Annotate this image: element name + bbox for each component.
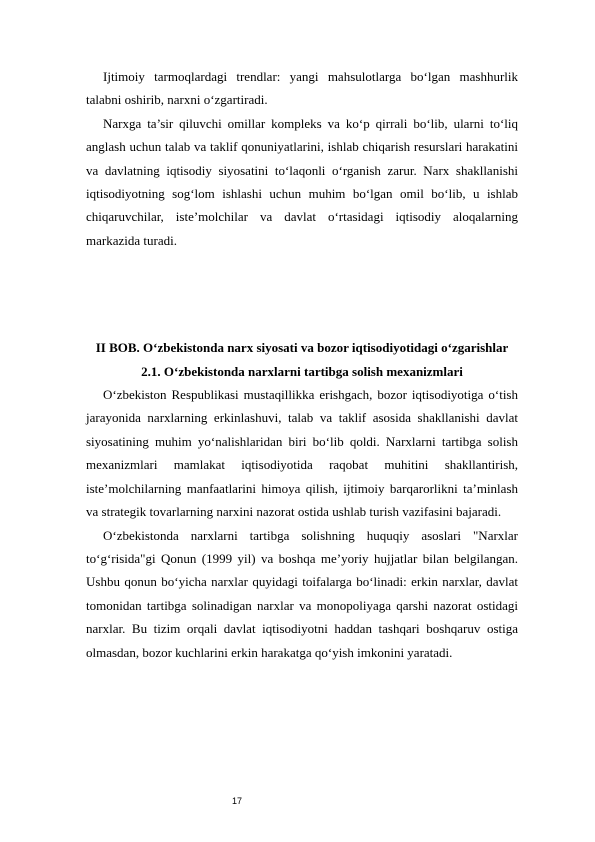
section-title: 2.1. O‘zbekistonda narxlarni tartibga solish mexanizmlari <box>141 363 463 379</box>
chapter-title: II BOB. O‘zbekistonda narx siyosati va bozor iqtisodiyotidagi o‘zgarishlar <box>95 340 509 356</box>
paragraph-legal-basis: O‘zbekistonda narxlarni tartibga solishning huquqiy asoslari "Narxlar to‘g‘risida"gi Qonun (1999 yil) va boshqa me’yoriy hujjatlar bilan belgilangan. Ushbu qonun bo‘yicha narxlar quyidagi toifalarga bo‘linadi: erkin narxlar, davlat tomonidan tartibga solinadigan narxlar va monopoliyaga qarshi nazorat ostidagi narxlar. Bu tizim orqali davlat iqtisodiyotni haddan tashqari boshqaruv ostiga olmasdan, bozor kuchlarini erkin harakatga qo‘yish imkonini yaratadi. <box>86 527 518 660</box>
page-number: 17 <box>232 796 243 806</box>
paragraph-price-factors: Narxga ta’sir qiluvchi omillar kompleks va ko‘p qirrali bo‘lib, ularni to‘liq anglash uchun talab va taklif qonuniyatlarini, ishlab chiqarish resurslari harakatini va davlatning iqtisodiy siyosatini to‘laqonli o‘rganish zarur. Narx shakllanishi iqtisodiyotning sog‘lom ishlashi uchun muhim bo‘lgan omil bo‘lib, u ishlab chiqaruvchilar, iste’molchilar va davlat o‘rtasidagi iqtisodiy aloqalarning markazida turadi. <box>86 115 518 248</box>
section-spacer <box>86 252 518 336</box>
paragraph-social-trends: Ijtimoiy tarmoqlardagi trendlar: yangi mahsulotlarga bo‘lgan mashhurlik talabni oshirib, narxni o‘zgartiradi. <box>86 69 518 108</box>
paragraph-price-liberalization: O‘zbekiston Respublikasi mustaqillikka erishgach, bozor iqtisodiyotiga o‘tish jarayonida narxlarning erkinlashuvi, talab va taklif asosida shakllanishi davlat siyosatining muhim yo‘nalishlaridan biri bo‘lib qoldi. Narxlarni tartibga solish mexanizmlari mamlakat iqtisodiyotida raqobat muhitini shakllantirish, iste’molchilarning manfaatlarini himoya qilish, ijtimoiy barqarorlikni ta’minlash va strategik tovarlarning narxini nazorat ostida ushlab turish vazifasini bajaradi. <box>86 387 518 520</box>
document-page <box>86 65 518 664</box>
